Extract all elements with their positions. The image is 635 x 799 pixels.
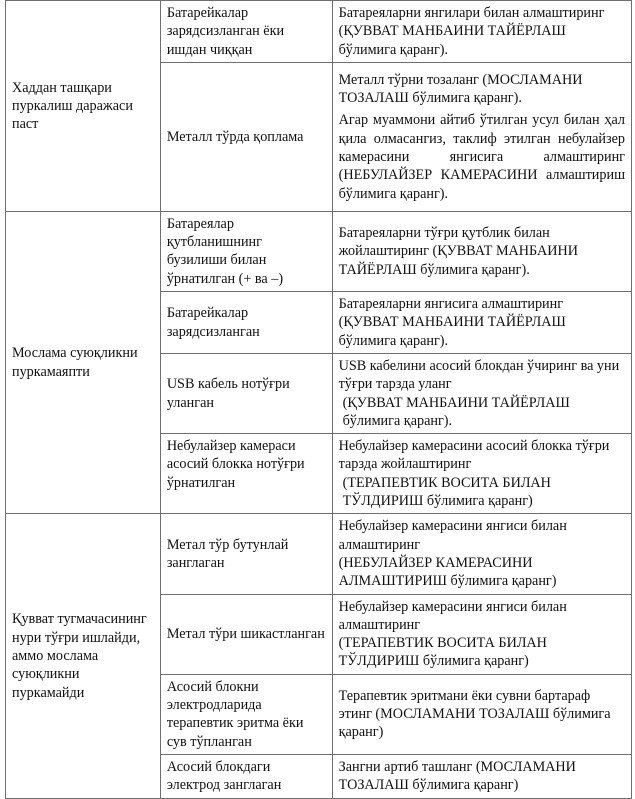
solution-text: Небулайзер камерасини янгиси билан алмаштиринг: [338, 598, 567, 633]
solution-text: Небулайзер камерасини асосий блокка тўғри тарзда жойлаштиринг: [338, 438, 610, 473]
cause-cell: Батарейкалар зарядсизланган: [160, 292, 332, 354]
solution-text: (НЕБУЛАЙЗЕР КАМЕРАСИНИ АЛМАШТИРИШ бўлимига қаранг): [338, 554, 557, 590]
solution-cell: [332, 754, 631, 798]
solution-text: (ТЕРАПЕВТИК ВОСИТА БИЛАН ТЎЛДИРИШ бўлимига қаранг): [338, 635, 547, 670]
solution-text: Металл тўрни тозаланг (МОСЛАМАНИ ТОЗАЛАШ бўлимига қаранг).: [338, 71, 583, 107]
solution-cell: [332, 1, 631, 63]
cause-cell: Асосий блокдаги электрод занглаган: [160, 754, 332, 798]
solution-text: USB кабелини асосий блокдан ўчиринг ва уни тўғри тарзда уланг: [338, 357, 620, 393]
cause-cell: Батарейкалар зарядсизланган ёки ишдан чиққан: [160, 1, 332, 63]
solution-cell: [332, 353, 631, 433]
solution-text: Батареяларни тўғри қутблик билан жойлаштиринг (ҚУВВАТ МАНБАИНИ ТАЙЁРЛАШ бўлимига қаранг).: [338, 225, 578, 278]
solution-text: (ТЕРАПЕВТИК ВОСИТА БИЛАН ТЎЛДИРИШ бўлимига қаранг): [342, 474, 551, 510]
cause-cell: Асосий блокни электродларида терапевтик эритма ёки сув тўпланган: [160, 674, 332, 754]
solution-cell: [332, 594, 631, 674]
problem-cell: Мослама суюқликни пуркамаяпти: [6, 211, 161, 513]
troubleshooting-table: [5, 0, 632, 799]
table-row: [6, 1, 632, 63]
table-row: [6, 211, 632, 291]
problem-cell: Хаддан ташқари пуркалиш даражаси паст: [6, 1, 161, 212]
solution-cell: [332, 62, 631, 211]
solution-text: Батареяларни янгисига алмаштиринг (ҚУВВАТ МАНБАИНИ ТАЙЁРЛАШ бўлимига қаранг).: [338, 296, 566, 349]
solution-cell: [332, 674, 631, 754]
solution-text: Агар муаммони айтиб ўтилган усул билан ҳал қила олмасангиз, таклиф этилган небулайзер камерасини янгисига алмаштиринг (НЕБУЛАЙЗЕР КАМЕРАСИНИ алмаштириш бўлимига қаранг).: [338, 112, 625, 202]
solution-text: (ҚУВВАТ МАНБАИНИ ТАЙЁРЛАШ бўлимига қаранг).: [342, 394, 570, 429]
solution-text: Терапевтик эритмани ёки сувни бартараф этинг (МОСЛАМАНИ ТОЗАЛАШ бўлимига қаранг): [338, 687, 611, 741]
solution-cell: [332, 514, 631, 594]
cause-cell: Метал тўри шикастланган: [160, 594, 332, 674]
solution-cell: [332, 292, 631, 354]
table-row: [6, 514, 632, 594]
problem-cell: Қувват тугмачасининг нури тўғри ишлайди, аммо мослама суюқликни пуркамайди: [6, 514, 161, 799]
cause-cell: Метал тўр бутунлай занглаган: [160, 514, 332, 594]
solution-cell: [332, 211, 631, 291]
solution-cell: [332, 434, 631, 514]
solution-text: Зангни артиб ташланг (МОСЛАМАНИ ТОЗАЛАШ бўлимига қаранг): [338, 759, 576, 794]
solution-text: Небулайзер камерасини янгиси билан алмаштиринг: [338, 518, 567, 553]
cause-cell: USB кабель нотўғри уланган: [160, 353, 332, 433]
cause-cell: Металл тўрда қоплама: [160, 62, 332, 211]
cause-cell: Батареялар қутбланишнинг бузилиши билан ўрнатилган (+ ва –): [160, 211, 332, 291]
solution-text: Батареяларни янгилари билан алмаштиринг (ҚУВВАТ МАНБАИНИ ТАЙЁРЛАШ бўлимига қаранг).: [338, 5, 605, 58]
cause-cell: Небулайзер камераси асосий блокка нотўғри ўрнатилган: [160, 434, 332, 514]
